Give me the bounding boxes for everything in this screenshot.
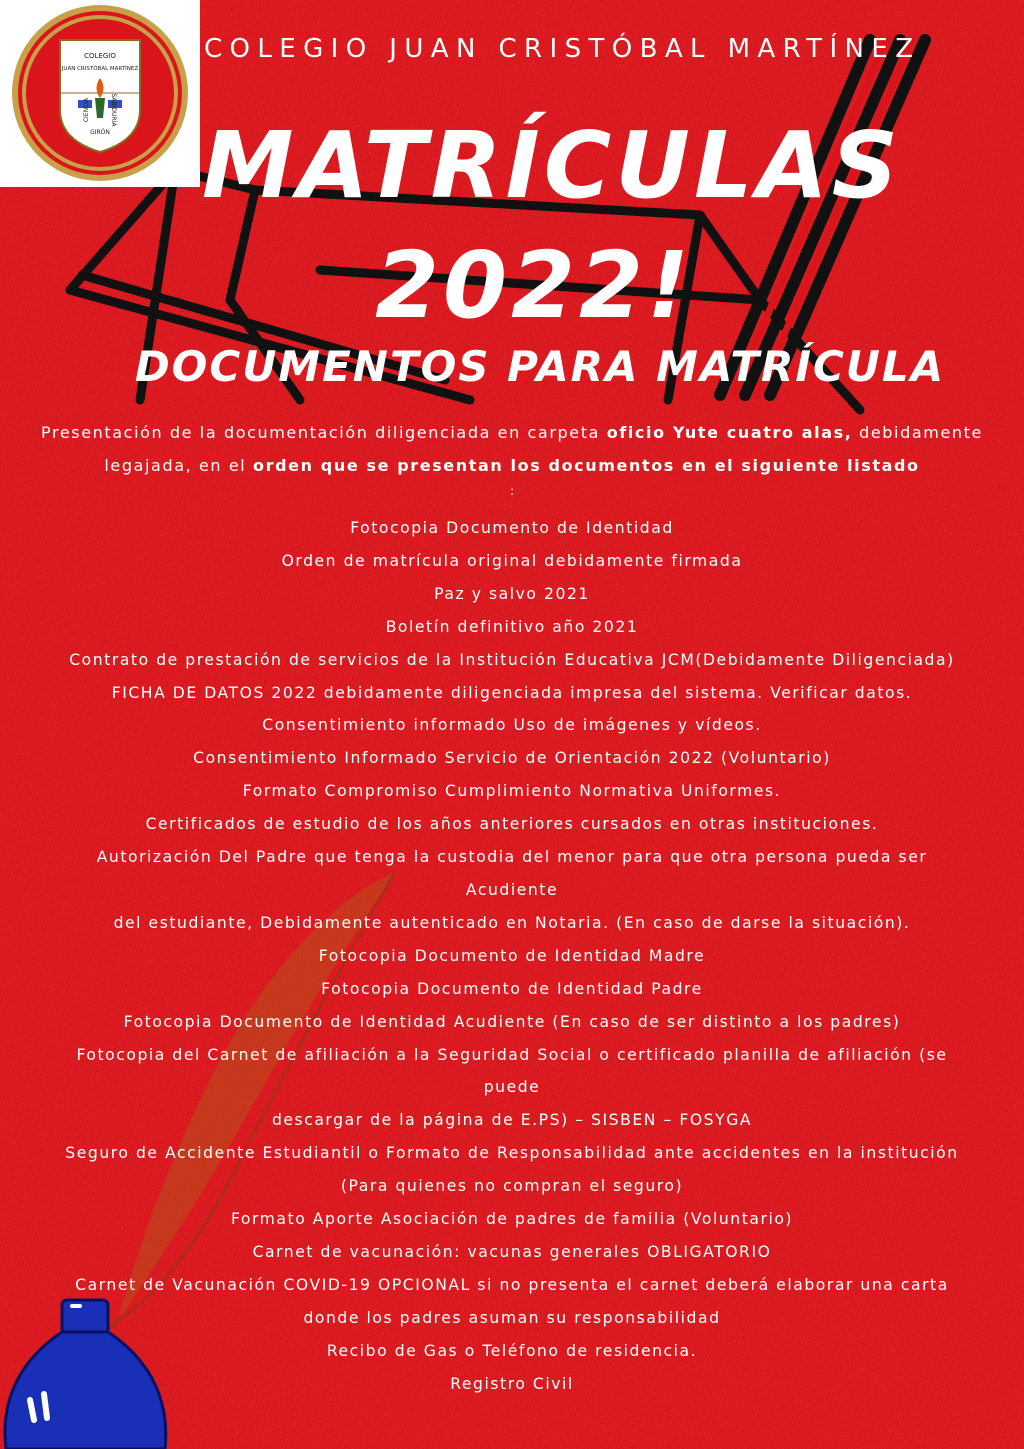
intro-text-1: Presentación de la documentación diligenciada en carpeta xyxy=(41,423,607,442)
intro-bold-1: oficio Yute cuatro alas, xyxy=(606,423,853,442)
list-item: Seguro de Accidente Estudiantil o Formato de Responsabilidad ante accidentes en la institución xyxy=(65,1144,959,1163)
list-item: Fotocopia Documento de Identidad Madre xyxy=(318,946,706,965)
logo-text-top: COLEGIO xyxy=(84,52,116,60)
list-item: Fotocopia Documento de Identidad Acudiente (En caso de ser distinto a los padres) xyxy=(123,1012,901,1031)
list-item: (Para quienes no compran el seguro) xyxy=(340,1177,684,1196)
list-item: Recibo de Gas o Teléfono de residencia. xyxy=(326,1341,698,1360)
list-item: Consentimiento informado Uso de imágenes y vídeos. xyxy=(262,716,762,735)
list-item: Boletín definitivo año 2021 xyxy=(385,617,639,636)
intro-text-2: debidamente legajada, en el xyxy=(104,423,983,475)
list-item: Registro Civil xyxy=(450,1374,574,1393)
list-item: Carnet de vacunación: vacunas generales OBLIGATORIO xyxy=(252,1242,772,1261)
list-item: Contrato de prestación de servicios de la Institución Educativa JCM(Debidamente Diligenciada) xyxy=(69,650,955,669)
school-name: COLEGIO JUAN CRISTÓBAL MARTÍNEZ xyxy=(204,34,921,64)
list-item: Certificados de estudio de los años anteriores cursados en otras instituciones. xyxy=(145,815,879,834)
logo-text-right: SABIDURÍA xyxy=(110,93,117,127)
list-item: FICHA DE DATOS 2022 debidamente diligenciada impresa del sistema. Verificar datos. xyxy=(111,683,913,702)
logo-text-bottom: GIRÓN xyxy=(90,129,110,136)
list-item: Fotocopia del Carnet de afiliación a la Seguridad Social o certificado planilla de afiliación (se xyxy=(76,1045,948,1064)
list-item: Autorización Del Padre que tenga la custodia del menor para que otra persona pueda ser xyxy=(96,848,928,867)
list-item: Consentimiento Informado Servicio de Orientación 2022 (Voluntario) xyxy=(193,749,831,768)
list-item: Paz y salvo 2021 xyxy=(434,584,590,603)
list-item: Formato Compromiso Cumplimiento Normativa Uniformes. xyxy=(242,782,782,801)
inkwell-icon xyxy=(0,0,200,1449)
intro-bold-2: orden que se presentan los documentos en el siguiente listado xyxy=(253,456,920,475)
headline-year: 2022! xyxy=(374,232,693,339)
list-item: Orden de matrícula original debidamente firmada xyxy=(281,551,743,570)
list-item: Formato Aporte Asociación de padres de familia (Voluntario) xyxy=(230,1210,794,1229)
list-item: donde los padres asuman su responsabilidad xyxy=(303,1308,721,1327)
list-item: del estudiante, Debidamente autenticado en Notaria. (En caso de darse la situación). xyxy=(113,913,911,932)
list-item: puede xyxy=(483,1078,541,1097)
list-item: Carnet de Vacunación COVID-19 OPCIONAL si no presenta el carnet deberá elaborar una carta xyxy=(75,1275,949,1294)
list-item: Fotocopia Documento de Identidad xyxy=(350,519,674,537)
list-item: descargar de la página de E.PS) – SISBEN – FOSYGA xyxy=(271,1111,753,1130)
intro-colon: : xyxy=(509,484,515,498)
list-item: Acudiente xyxy=(465,880,559,899)
list-item: Fotocopia Documento de Identidad Padre xyxy=(321,979,703,998)
headline-title: MATRÍCULAS xyxy=(201,112,903,219)
logo-text-left: CIENCIA xyxy=(83,97,90,123)
logo-text-mid: JUAN CRISTÓBAL MARTÍNEZ xyxy=(61,66,139,72)
subheadline: DOCUMENTOS PARA MATRÍCULA xyxy=(134,342,946,391)
